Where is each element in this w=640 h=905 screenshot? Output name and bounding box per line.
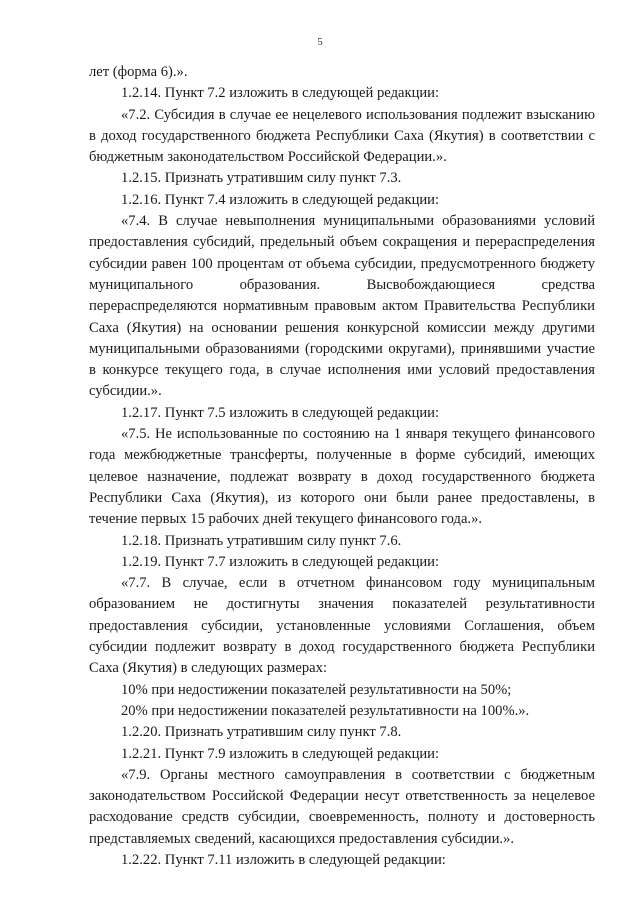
paragraph-quote-7-7: «7.7. В случае, если в отчетном финансовом году муниципальным образованием не достигнуты значения показателей результативности предоставления субсидии, установленные условиями Соглашения, объем субсидии подлежит возврату в доход государственного бюджета Республики Саха (Якутия) в следующих размерах: — [89, 575, 595, 677]
paragraph-20-percent: 20% при недостижении показателей результативности на 100%.». — [121, 702, 530, 719]
paragraph-1-2-20: 1.2.20. Признать утратившим силу пункт 7.8. — [121, 724, 402, 741]
paragraph-1-2-15: 1.2.15. Признать утратившим силу пункт 7.3. — [121, 170, 402, 187]
paragraph-quote-7-2: «7.2. Субсидия в случае ее нецелевого использования подлежит взысканию в доход государственного бюджета Республики Саха (Якутия) в соответствии с бюджетным законодательством Российской Федерации.». — [89, 106, 595, 166]
paragraph-quote-7-5: «7.5. Не использованные по состоянию на 1 января текущего финансового года межбюджетные трансферты, полученные в форме субсидий, имеющих целевое назначение, подлежат возврату в доход государственного бюджета Республики Саха (Якутия), из которого они были ранее предоставлены, в течение первых 15 рабочих дней текущего финансового года.». — [89, 426, 595, 528]
paragraph-1-2-14: 1.2.14. Пункт 7.2 изложить в следующей редакции: — [121, 85, 440, 102]
paragraph-form-6-end: лет (форма 6).». — [89, 64, 188, 80]
paragraph-1-2-19: 1.2.19. Пункт 7.7 изложить в следующей редакции: — [121, 553, 440, 570]
document-body — [89, 62, 595, 871]
paragraph-1-2-16: 1.2.16. Пункт 7.4 изложить в следующей редакции: — [121, 191, 440, 208]
page-number: 5 — [317, 36, 323, 48]
paragraph-1-2-21: 1.2.21. Пункт 7.9 изложить в следующей редакции: — [121, 745, 440, 762]
paragraph-1-2-17: 1.2.17. Пункт 7.5 изложить в следующей редакции: — [121, 404, 440, 421]
paragraph-quote-7-9: «7.9. Органы местного самоуправления в соответствии с бюджетным законодательством Российской Федерации несут ответственность за нецелевое расходование средств субсидии, своевременность, полноту и достоверность представляемых сведений, касающихся предоставления субсидии.». — [89, 766, 595, 847]
paragraph-1-2-22: 1.2.22. Пункт 7.11 изложить в следующей редакции: — [121, 851, 446, 868]
paragraph-quote-7-4: «7.4. В случае невыполнения муниципальными образованиями условий предоставления субсидий, предельный объем сокращения и перераспределения субсидии равен 100 процентам от объема субсидии, предусмотренного бюджету муниципального образования. Высвобождающиеся средства перераспределяются нормативным правовым актом Правительства Республики Саха (Якутия) на основании решения конкурсной комиссии между другими муниципальными образованиями (городскими округами), принявшими участие в конкурсе текущего года, в случае исполнения ими условий предоставления субсидии.». — [89, 213, 595, 400]
paragraph-10-percent: 10% при недостижении показателей результативности на 50%; — [121, 681, 512, 698]
paragraph-1-2-18: 1.2.18. Признать утратившим силу пункт 7.6. — [121, 532, 402, 549]
